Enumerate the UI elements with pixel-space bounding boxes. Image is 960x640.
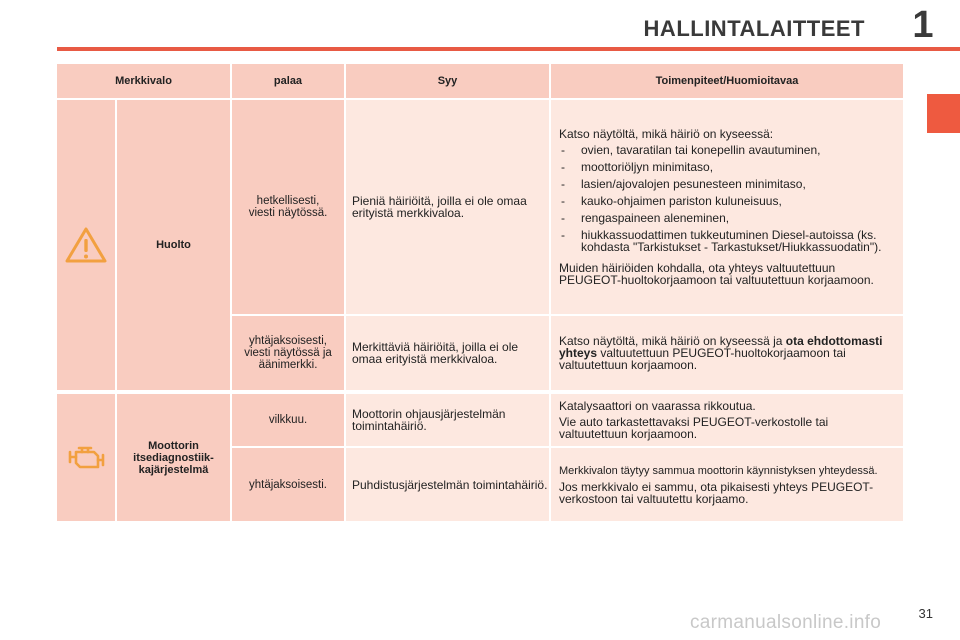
list-item: - lasien/ajovalojen pesunesteen minimitaso, bbox=[559, 178, 897, 190]
service-cause-major: Merkittäviä häiriöitä, joilla ei ole omaa erityistä merkkivaloa. bbox=[346, 316, 549, 390]
service-action-minor bbox=[551, 100, 903, 314]
list-item: - ovien, tavaratilan tai konepellin avautuminen, bbox=[559, 144, 897, 156]
watermark: carmanualsonline.info bbox=[690, 612, 882, 633]
chapter-side-tab bbox=[927, 94, 960, 133]
column-header-cause: Syy bbox=[346, 64, 549, 98]
engine-cause-control: Moottorin ohjausjärjestelmän toimintahäiriö. bbox=[346, 394, 549, 446]
column-header-on: palaa bbox=[232, 64, 344, 98]
service-lamp-cell bbox=[57, 100, 115, 390]
service-name: Huolto bbox=[156, 239, 191, 251]
engine-cause-emission: Puhdistusjärjestelmän toimintahäiriö. bbox=[346, 448, 549, 521]
list-item: - kauko-ohjaimen pariston kuluneisuus, bbox=[559, 195, 897, 207]
column-header-action: Toimenpiteet/Huomioitavaa bbox=[551, 64, 903, 98]
engine-action-flashing: Katalysaattori on vaarassa rikkoutua. Vie auto tarkastettavaksi PEUGEOT-verkostolle tai valtuutettuun korjaamoon. bbox=[551, 394, 903, 446]
warning-triangle-icon bbox=[64, 226, 108, 264]
column-header-indicator: Merkkivalo bbox=[57, 64, 230, 98]
engine-when-continuous: yhtäjaksoisesti. bbox=[232, 448, 344, 521]
header-rule bbox=[57, 47, 960, 51]
action-intro: Katso näytöltä, mikä häiriö on kyseessä: bbox=[559, 127, 774, 141]
chapter-number: 1 bbox=[912, 4, 934, 46]
list-item: - rengaspaineen aleneminen, bbox=[559, 212, 897, 224]
fault-list bbox=[559, 144, 897, 258]
list-item: - moottoriöljyn minimitaso, bbox=[559, 161, 897, 173]
list-item: - hiukkassuodattimen tukkeutuminen Diesel-autoissa (ks. kohdasta "Tarkistukset - Tarkastukset/Hiukkassuodatin"). bbox=[559, 229, 897, 253]
chapter-title: HALLINTALAITTEET bbox=[643, 16, 865, 41]
service-name-cell bbox=[117, 100, 230, 390]
engine-when-flashing: vilkkuu. bbox=[232, 394, 344, 446]
service-action-major: Katso näytöltä, mikä häiriö on kyseessä ja ota ehdottomasti yhteys valtuutettuun PEUGEOT-huoltokorjaamoon tai valtuutettuun korjaamoon. bbox=[551, 316, 903, 390]
emphasis: ota ehdottomasti yhteys bbox=[559, 334, 883, 360]
engine-name: Moottorin itsediagnostiik-kajärjestelmä bbox=[133, 439, 214, 476]
engine-name-cell bbox=[117, 394, 230, 521]
engine-lamp-cell bbox=[57, 394, 115, 521]
engine-action-continuous: Merkkivalon täytyy sammua moottorin käynnistyksen yhteydessä. Jos merkkivalo ei sammu, ota pikaisesti yhteys PEUGEOT-verkostoon tai valtuutettu korjaamo. bbox=[551, 448, 903, 521]
service-cause-minor: Pieniä häiriöitä, joilla ei ole omaa erityistä merkkivaloa. bbox=[346, 100, 549, 314]
engine-icon bbox=[65, 443, 107, 473]
service-when-temporary: hetkellisesti, viesti näytössä. bbox=[232, 100, 344, 314]
page-number: 31 bbox=[918, 606, 933, 621]
service-when-continuous: yhtäjaksoisesti, viesti näytössä ja äänimerkki. bbox=[232, 316, 344, 390]
action-outro: Muiden häiriöiden kohdalla, ota yhteys valtuutettuun PEUGEOT-huoltokorjaamoon tai valtuutettuun korjaamoon. bbox=[559, 261, 874, 287]
